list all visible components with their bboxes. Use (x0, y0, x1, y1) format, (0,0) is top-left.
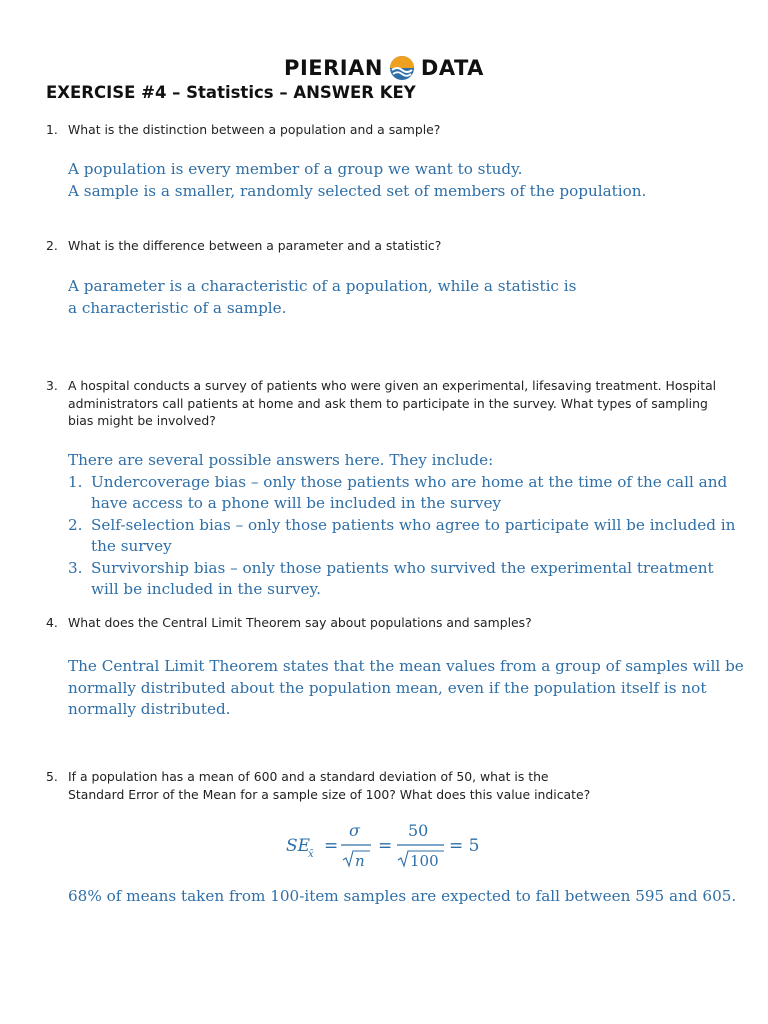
answer-5 (68, 886, 737, 908)
list-item: 2. Self-selection bias – only those patients who agree to participate will be included in the survey (68, 515, 736, 555)
formula-n: n (355, 852, 365, 870)
formula-hundred: 100 (410, 852, 439, 870)
question-text: What does the Central Limit Theorem say about populations and samples? (68, 615, 532, 630)
formula-result: = 5 (449, 836, 480, 856)
list-item: 3. Survivorship bias – only those patients who survived the experimental treatment will be included in the survey. (68, 558, 714, 598)
standard-error-formula (286, 816, 486, 876)
formula-equals: = (324, 836, 339, 856)
brand-name-left: PIERIAN (284, 56, 383, 80)
question-number: 2. (46, 238, 58, 253)
question-text: What is the distinction between a population and a sample? (68, 122, 441, 137)
pierian-logo-icon (389, 55, 415, 81)
formula-subscript: x̄ (308, 849, 314, 860)
question-3 (46, 377, 728, 430)
page-title: EXERCISE #4 – Statistics – ANSWER KEY (46, 83, 416, 102)
answer-line: normally distributed about the population mean, even if the population itself is not (68, 678, 707, 697)
header-logo (0, 52, 768, 84)
question-2 (46, 237, 728, 255)
answer-line: A parameter is a characteristic of a population, while a statistic is (68, 277, 577, 295)
question-number: 5. (46, 769, 58, 784)
formula-equals: = (378, 836, 393, 856)
answer-4 (68, 656, 744, 721)
question-number: 4. (46, 615, 58, 630)
question-number: 1. (46, 122, 58, 137)
answer-line: A sample is a smaller, randomly selected set of members of the population. (68, 181, 647, 200)
answer-intro: There are several possible answers here. They include: (68, 451, 494, 469)
brand-name-right: DATA (420, 56, 484, 80)
answer-line: The Central Limit Theorem states that the mean values from a group of samples will be (68, 657, 744, 675)
question-1 (46, 121, 728, 139)
question-4 (46, 614, 728, 632)
answer-list (68, 472, 736, 601)
list-item: 1. Undercoverage bias – only those patients who are home at the time of the call and have access to a phone will be included in the survey (68, 472, 728, 512)
answer-3 (68, 450, 736, 601)
formula-sigma: σ (349, 821, 360, 840)
answer-line: a characteristic of a sample. (68, 298, 287, 317)
answer-1 (68, 159, 728, 202)
question-number: 3. (46, 378, 58, 393)
question-text: What is the difference between a parameter and a statistic? (68, 238, 442, 253)
question-5 (46, 768, 728, 803)
answer-line: A population is every member of a group we want to study. (68, 160, 523, 178)
answer-line: normally distributed. (68, 700, 231, 718)
answer-2 (68, 276, 728, 319)
question-text: If a population has a mean of 600 and a standard deviation of 50, what is the Standard Error of the Mean for a sample size of 100? What does this value indicate? (68, 769, 591, 802)
formula-fifty: 50 (408, 821, 429, 840)
formula-se: SE (286, 836, 311, 856)
question-text: A hospital conducts a survey of patients who were given an experimental, lifesaving treatment. Hospital administrators call patients at home and ask them to participate in the survey. What types of sampling bias might be involved? (68, 378, 717, 428)
answer-line: 68% of means taken from 100-item samples are expected to fall between 595 and 605. (68, 887, 737, 905)
